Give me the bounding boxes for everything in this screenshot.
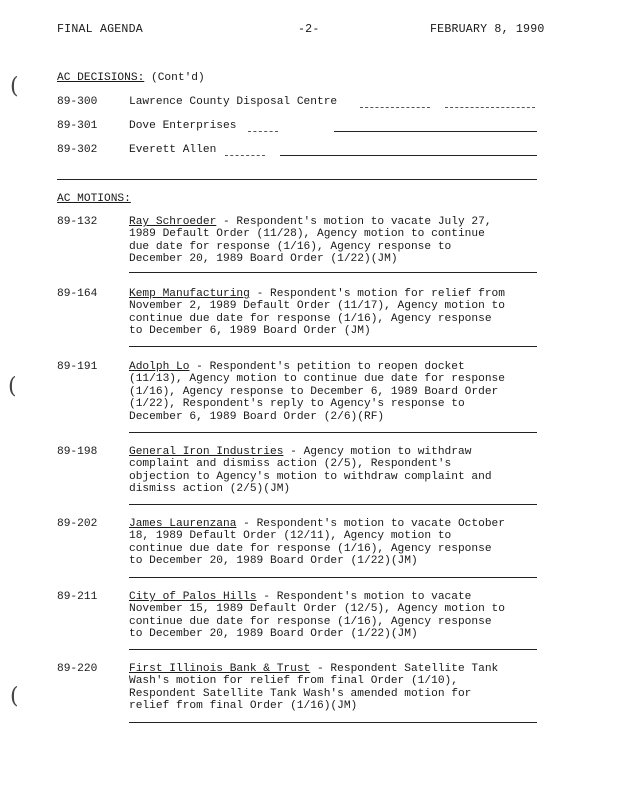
- motion-line: - Respondent Satellite Tank: [310, 663, 499, 675]
- decision-title: Lawrence County Disposal Centre: [129, 96, 338, 108]
- ac-decisions-heading-suffix: (Cont'd): [144, 72, 205, 84]
- motion-line: November 2, 1989 Default Order (11/17), Agency motion to: [129, 300, 505, 313]
- decision-rule: [225, 155, 265, 156]
- motion-line: (1/22), Respondent's reply to Agency's response to: [129, 398, 465, 411]
- motion-line: - Respondent's motion for relief from: [249, 288, 505, 300]
- motion-party: Kemp Manufacturing: [129, 288, 250, 300]
- motion-party: General Iron Industries: [129, 446, 284, 458]
- motion-line: - Respondent's motion to vacate October: [236, 518, 505, 530]
- section-divider: [57, 179, 537, 180]
- motion-rule: [129, 504, 537, 505]
- header-left: FINAL AGENDA: [57, 23, 143, 36]
- motion-line: Respondent Satellite Tank Wash's amended motion for: [129, 687, 472, 700]
- decision-title: Everett Allen: [129, 144, 217, 156]
- motion-line: relief from final Order (1/16)(JM): [129, 700, 358, 713]
- motion-rule: [129, 432, 537, 433]
- punch-hole-mark: (: [10, 684, 19, 709]
- motion-line: to December 20, 1989 Board Order (1/22)(JM): [129, 628, 418, 641]
- motion-line: December 6, 1989 Board Order (2/6)(RF): [129, 410, 385, 423]
- decision-number: 89-300: [57, 96, 98, 108]
- decision-rule: [334, 131, 537, 132]
- motion-number: 89-164: [57, 288, 98, 300]
- motion-party: City of Palos Hills: [129, 591, 257, 603]
- motion-text: [129, 591, 549, 641]
- motion-line: (11/13), Agency motion to continue due date for response: [129, 373, 505, 386]
- motion-number: 89-198: [57, 446, 98, 458]
- punch-hole-mark: (: [8, 374, 17, 399]
- motion-line: November 15, 1989 Default Order (12/5), Agency motion to: [129, 603, 505, 616]
- motion-line: objection to Agency's motion to withdraw complaint and: [129, 470, 492, 483]
- motion-line: - Respondent's petition to reopen docket: [189, 361, 465, 373]
- motion-line: continue due date for response (1/16), Agency response: [129, 615, 492, 628]
- motion-party: James Laurenzana: [129, 518, 237, 530]
- motion-text: [129, 288, 549, 338]
- motion-number: 89-220: [57, 663, 98, 675]
- motion-number: 89-191: [57, 361, 98, 373]
- motion-text: [129, 518, 549, 568]
- motion-number: 89-132: [57, 216, 98, 228]
- motion-rule: [129, 577, 537, 578]
- motion-line: December 20, 1989 Board Order (1/22)(JM): [129, 253, 398, 266]
- motion-line: - Agency motion to withdraw: [283, 446, 472, 458]
- motion-text: [129, 216, 549, 266]
- punch-hole-mark: (: [10, 74, 19, 99]
- motion-number: 89-211: [57, 591, 98, 603]
- motion-line: Wash's motion for relief from final Order (1/10),: [129, 675, 458, 688]
- motion-line: continue due date for response (1/16), Agency response: [129, 542, 492, 555]
- motion-party: Adolph Lo: [129, 361, 190, 373]
- motion-line: - Respondent's motion to vacate July 27,: [216, 216, 492, 228]
- motion-line: 1989 Default Order (11/28), Agency motion to continue: [129, 228, 485, 241]
- motion-rule: [129, 272, 537, 273]
- decision-rule: [280, 155, 537, 156]
- motion-line: - Respondent's motion to vacate: [256, 591, 472, 603]
- motion-party: Ray Schroeder: [129, 216, 217, 228]
- motion-text: [129, 663, 549, 713]
- decision-number: 89-302: [57, 144, 98, 156]
- motion-party: First Illinois Bank & Trust: [129, 663, 311, 675]
- motion-line: 18, 1989 Default Order (12/11), Agency motion to: [129, 530, 452, 543]
- motion-line: (1/16), Agency response to December 6, 1989 Board Order: [129, 385, 499, 398]
- decision-title: Dove Enterprises: [129, 120, 237, 132]
- motion-rule: [129, 649, 537, 650]
- motion-rule: [129, 346, 537, 347]
- decision-rule: [360, 107, 430, 108]
- motion-number: 89-202: [57, 518, 98, 530]
- motion-line: due date for response (1/16), Agency response to: [129, 240, 452, 253]
- motion-line: continue due date for response (1/16), Agency response: [129, 312, 492, 325]
- ac-decisions-heading: [57, 72, 205, 84]
- ac-decisions-heading-text: AC DECISIONS:: [57, 72, 145, 84]
- motion-line: dismiss action (2/5)(JM): [129, 483, 291, 496]
- motion-text: [129, 446, 549, 496]
- motion-line: to December 20, 1989 Board Order (1/22)(JM): [129, 555, 418, 568]
- decision-rule: [248, 131, 278, 132]
- decision-rule: [445, 107, 535, 108]
- page-number: -2-: [298, 23, 320, 36]
- motion-rule: [129, 722, 537, 723]
- motion-line: complaint and dismiss action (2/5), Respondent's: [129, 458, 452, 471]
- motion-text: [129, 361, 549, 423]
- motion-line: to December 6, 1989 Board Order (JM): [129, 325, 371, 338]
- decision-number: 89-301: [57, 120, 98, 132]
- header-date: FEBRUARY 8, 1990: [430, 23, 545, 36]
- ac-motions-heading: AC MOTIONS:: [57, 193, 131, 205]
